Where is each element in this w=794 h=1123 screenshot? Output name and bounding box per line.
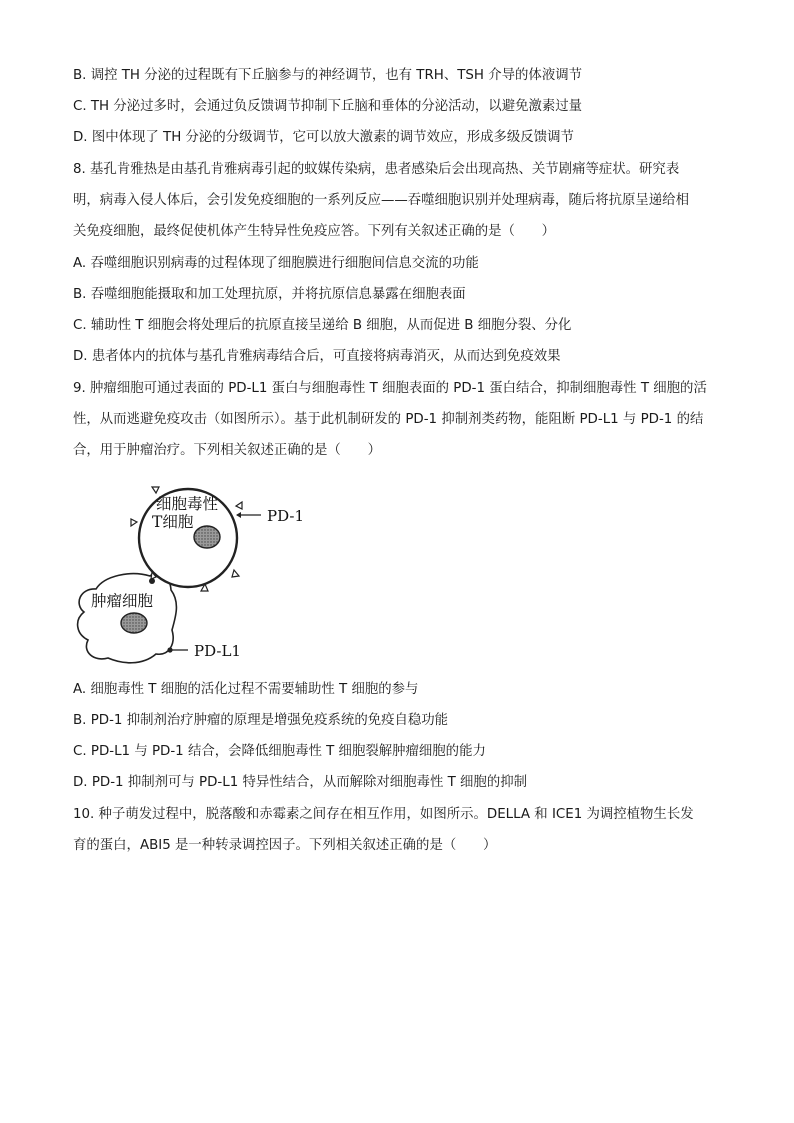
q8-option-d: D. 患者体内的抗体与基孔肯雅病毒结合后，可直接将病毒消灭，从而达到免疫效果: [73, 349, 561, 364]
q10-stem-line-2: 育的蛋白，ABI5 是一种转录调控因子。下列相关叙述正确的是（ ）: [73, 838, 497, 853]
q9-stem-line-1: 9. 肿瘤细胞可通过表面的 PD-L1 蛋白与细胞毒性 T 细胞表面的 PD-1 蛋白结合，抑制细胞毒性 T 细胞的活: [73, 381, 707, 396]
pdl1-label: PD-L1: [194, 642, 241, 660]
t-cell-nucleus: [194, 526, 220, 548]
q9-option-d: D. PD-1 抑制剂可与 PD-L1 特异性结合，从而解除对细胞毒性 T 细胞的抑制: [73, 775, 527, 790]
q8-stem-line-3: 关免疫细胞，最终促使机体产生特异性免疫应答。下列有关叙述正确的是（ ）: [73, 224, 556, 239]
q8-option-c: C. 辅助性 T 细胞会将处理后的抗原直接呈递给 B 细胞，从而促进 B 细胞分裂、分化: [73, 318, 572, 333]
q9-option-c: C. PD-L1 与 PD-1 结合，会降低细胞毒性 T 细胞裂解肿瘤细胞的能力: [73, 744, 486, 759]
pdl1-bound-dot: [149, 578, 155, 584]
tumor-nucleus: [121, 613, 147, 633]
q8-option-b: B. 吞噬细胞能摄取和加工处理抗原，并将抗原信息暴露在细胞表面: [73, 287, 466, 302]
q9-stem-line-3: 合，用于肿瘤治疗。下列相关叙述正确的是（ ）: [73, 443, 381, 458]
q8-stem-line-1: 8. 基孔肯雅热是由基孔肯雅病毒引起的蚊媒传染病，患者感染后会出现高热、关节剧痛等症状。研究表: [73, 162, 680, 177]
q9-option-a: A. 细胞毒性 T 细胞的活化过程不需要辅助性 T 细胞的参与: [73, 682, 419, 697]
q10-stem-line-1: 10. 种子萌发过程中，脱落酸和赤霉素之间存在相互作用，如图所示。DELLA 和 ICE1 为调控植物生长发: [73, 807, 694, 822]
q8-option-a: A. 吞噬细胞识别病毒的过程体现了细胞膜进行细胞间信息交流的功能: [73, 256, 479, 271]
q9-stem-line-2: 性，从而逃避免疫攻击（如图所示）。基于此机制研发的 PD-1 抑制剂类药物，能阻断 PD-L1 与 PD-1 的结: [73, 412, 704, 427]
pd1-pdl1-diagram: [60, 484, 360, 674]
q7-option-d: D. 图中体现了 TH 分泌的分级调节，它可以放大激素的调节效应，形成多级反馈调节: [73, 130, 574, 145]
q8-stem-line-2: 明，病毒入侵人体后，会引发免疫细胞的一系列反应——吞噬细胞识别并处理病毒，随后将抗原呈递给相: [73, 193, 689, 208]
tumor-cell-label: 肿瘤细胞: [91, 592, 154, 610]
q7-option-b: B. 调控 TH 分泌的过程既有下丘脑参与的神经调节，也有 TRH、TSH 介导的体液调节: [73, 68, 582, 83]
q9-option-b: B. PD-1 抑制剂治疗肿瘤的原理是增强免疫系统的免疫自稳功能: [73, 713, 449, 728]
pdl1-dot: [167, 647, 172, 652]
t-cell-label-1: 细胞毒性: [156, 495, 219, 513]
t-cell-label-2: T细胞: [152, 513, 194, 531]
q7-option-c: C. TH 分泌过多时，会通过负反馈调节抑制下丘脑和垂体的分泌活动，以避免激素过量: [73, 99, 583, 114]
pd1-label: PD-1: [267, 507, 305, 525]
